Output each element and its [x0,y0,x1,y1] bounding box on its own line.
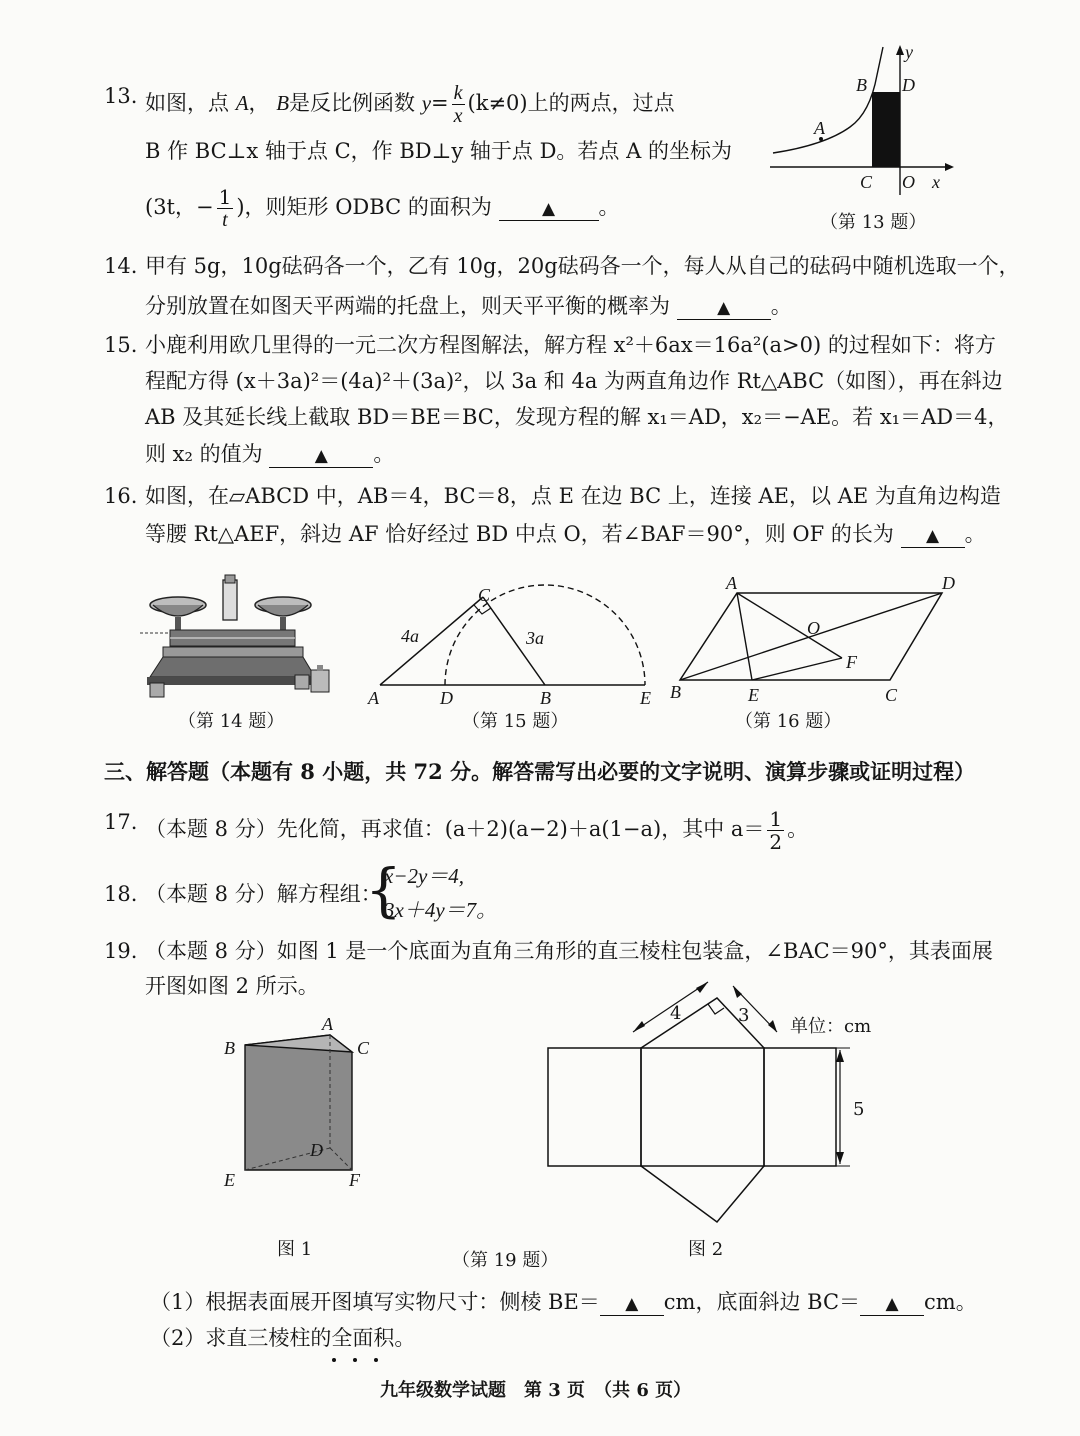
page-footer: 九年级数学试题 第 3 页 （共 6 页） [380,1380,692,1401]
q15-label-c: C [478,585,491,605]
section-3-heading: 三、解答题（本题有 8 小题，共 72 分。解答需写出必要的文字说明、演算步骤或证明过程） [104,759,976,784]
q15-text: 则 x₂ 的值为 [145,442,263,466]
q18-eq1: x−2y＝4, [384,864,465,888]
q15-line1: 小鹿利用欧几里得的一元二次方程图解法，解方程 x²＋6ax＝16a²(a>0) 的过程如下：将方 [145,333,996,357]
q13-frac-den: t [222,209,228,231]
q14-number: 14. [104,254,138,278]
q15-side-ac: 4a [401,626,419,646]
q17-line [145,808,808,853]
q13-text4: )，则矩形 ODBC 的面积为 [236,195,492,219]
q18-text: （本题 8 分）解方程组： [145,882,382,906]
q15-label-e: E [640,688,651,708]
q19-part2: （2）求直三棱柱的全面积。 [150,1326,416,1350]
blank-marker: ▲ [885,1294,899,1314]
q17-fraction [767,808,784,853]
q15-line2: 程配方得 (x＋3a)²＝(4a)²＋(3a)²，以 3a 和 4a 为两直角边作 Rt△ABC（如图），再在斜边 [145,369,1003,393]
q19-fig1-caption: 图 1 [277,1239,313,1260]
q19-part1-text2: cm，底面斜边 BC＝ [663,1290,861,1314]
q19-fig2-caption: 图 2 [688,1239,724,1260]
q19-number: 19. [104,939,138,963]
q16-label-f: F [846,652,857,672]
q14-line2 [145,292,792,320]
q19-line1: （本题 8 分）如图 1 是一个底面为直角三角形的直三棱柱包装盒，∠BAC＝90°，其表面展 [145,939,993,963]
q16-label-d: D [942,573,955,593]
q19-fig1-prism [240,1030,370,1170]
q13-func-x: x [453,105,463,127]
q13-point-a: A [235,91,249,115]
q16-caption: （第 16 题） [735,711,842,732]
q15-number: 15. [104,333,138,357]
q19-fig1-label-f: F [349,1170,360,1190]
q19-fig1-label-c: C [357,1038,370,1058]
q14-answer-blank[interactable] [677,297,771,320]
q13-text3: 上的两点，过点 [527,91,675,115]
q15-label-b: B [540,688,551,708]
q16-label-o: O [807,618,820,638]
q19-dim-4: 4 [670,1003,682,1024]
q16-label-a: A [726,573,737,593]
q16-text: 等腰 Rt△AEF，斜边 AF 恰好经过 BD 中点 O，若∠BAF＝90°，则 OF 的长为 [145,522,894,546]
q16-line1: 如图，在▱ABCD 中，AB＝4，BC＝8，点 E 在边 BC 上，连接 AE，以 AE 为直角边构造 [145,484,1001,508]
q19-unit: 单位：cm [790,1016,872,1037]
q18-eq2: 3x＋4y＝7。 [384,898,498,922]
q13-label-b: B [856,75,867,95]
q13-func-cond: (k≠0) [467,91,528,115]
q13-line3 [145,186,620,231]
q13-line2: B 作 BC⊥x 轴于点 C，作 BD⊥y 轴于点 D。若点 A 的坐标为 [145,139,732,163]
q16-label-b: B [670,682,681,702]
q13-point-b: B [276,91,290,115]
q13-text2: 是反比例函数 [289,91,416,115]
q19-bc-blank[interactable] [860,1293,924,1316]
q13-text: 如图，点 [145,91,229,115]
q14-line1: 甲有 5g，10g砝码各一个，乙有 10g，20g砝码各一个，每人从自己的砝码中随机选取一个， [145,254,1020,278]
q15-line3: AB 及其延长线上截取 BD＝BE＝BC，发现方程的解 x₁＝AD，x₂＝−AE。若 x₁＝AD＝4， [145,405,1009,429]
q13-label-d: D [902,75,915,95]
q13-label-a: A [814,118,825,138]
q14-period: 。 [770,294,792,318]
q16-number: 16. [104,484,138,508]
q18-number: 18. [104,882,138,906]
q19-part1-end: cm。 [924,1290,977,1314]
q17-number: 17. [104,810,138,834]
blank-marker: ▲ [926,526,940,546]
q17-text: （本题 8 分）先化简，再求值：(a＋2)(a−2)＋a(1−a)，其中 a＝ [145,817,765,841]
q13-period: 。 [598,195,620,219]
q13-label-o: O [902,172,915,192]
q19-fig2-net [545,970,875,1240]
q15-answer-blank[interactable] [269,445,373,468]
q13-func-eq: = [431,91,449,115]
q16-figure [672,588,952,698]
q13-func-y: y [421,91,432,115]
q16-label-e: E [748,685,759,705]
q15-line4 [145,440,394,468]
blank-marker: ▲ [541,199,556,219]
q14-caption: （第 14 题） [178,711,285,732]
q19-line2: 开图如图 2 所示。 [145,974,319,998]
q19-fig1-label-e: E [224,1170,235,1190]
q13-label-c: C [860,172,873,192]
blank-marker: ▲ [717,298,731,318]
q19-fig1-label-b: B [224,1038,235,1058]
q17-frac-den: 2 [769,830,783,854]
q13-coord-fraction [217,186,234,231]
q18-brace: { [365,856,402,924]
q13-caption: （第 13 题） [820,212,927,233]
q13-coord: (3t，− [145,195,214,219]
q19-fig1-label-d: D [310,1140,323,1160]
q13-func-k: k [453,82,463,104]
q13-frac-num: 1 [218,185,232,209]
q15-period: 。 [373,442,395,466]
q19-part1 [150,1288,977,1316]
q16-period: 。 [964,522,986,546]
q15-label-d: D [440,688,453,708]
q16-label-c: C [885,685,898,705]
q15-label-a: A [368,688,379,708]
q19-be-blank[interactable] [600,1293,664,1316]
q13-answer-blank[interactable] [499,198,599,221]
q13-line1 [145,82,675,127]
q17-period: 。 [787,817,809,841]
q15-side-bc: 3a [526,628,544,648]
q16-line2 [145,520,986,548]
q17-frac-num: 1 [769,807,783,831]
q14-text: 分别放置在如图天平两端的托盘上，则天平平衡的概率为 [145,294,670,318]
q19-emphasis-dots [330,1356,390,1364]
q13-label-y: y [905,42,913,62]
q13-number: 13. [104,84,138,108]
q13-comma: ， [248,91,270,115]
q19-fig1-label-a: A [322,1014,333,1034]
q19-part1-text: （1）根据表面展开图填写实物尺寸：侧棱 BE＝ [150,1290,600,1314]
q13-label-x: x [932,172,940,192]
q13-func-fraction [452,82,465,127]
q19-dim-5: 5 [853,1099,865,1120]
q19-dim-3: 3 [738,1005,750,1026]
q14-balance-scale-figure [145,575,345,700]
q19-caption: （第 19 题） [452,1250,559,1271]
blank-marker: ▲ [314,446,328,466]
blank-marker: ▲ [625,1294,639,1314]
q15-caption: （第 15 题） [462,711,569,732]
q16-answer-blank[interactable] [901,525,965,548]
